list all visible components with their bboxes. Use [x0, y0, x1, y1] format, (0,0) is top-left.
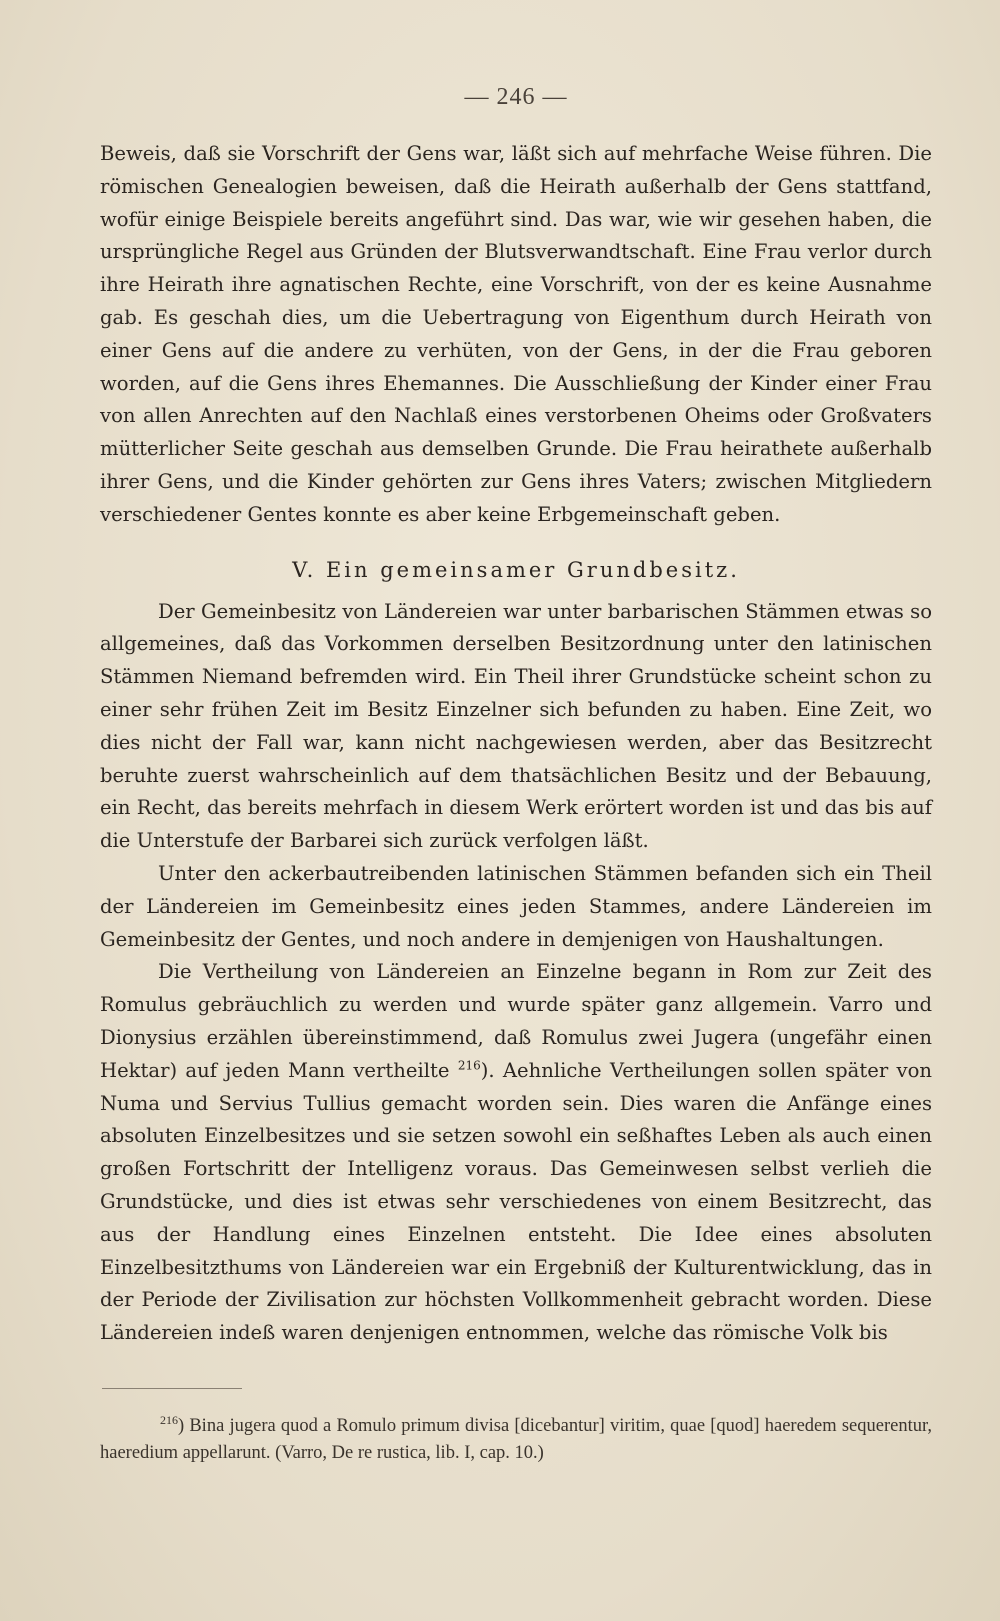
- book-page: [100, 84, 932, 1467]
- page-number: — 246 —: [464, 84, 568, 110]
- footnote-reference[interactable]: 216: [457, 1058, 481, 1073]
- footnote-216: [100, 1413, 932, 1467]
- paragraph-land-distribution: [100, 956, 932, 1350]
- paragraph-agricultural-tribes: Unter den ackerbautreibenden latinischen Stämmen befanden sich ein Theil der Ländereien im Gemeinbesitz eines jeden Stammes, andere Ländereien im Gemeinbesitz der Gentes, und noch andere in demjenigen von Haushaltungen.: [100, 861, 932, 951]
- footnote-text: ) Bina jugera quod a Romulo primum divisa [dicebantur] viritim, quae [quod] haeredem sequerentur, haeredium appellarunt. (Varro, De re rustica, lib. I, cap. 10.): [100, 1415, 932, 1463]
- footnote-marker: 216: [160, 1412, 178, 1427]
- section-heading: V. Ein gemeinsamer Grundbesitz.: [292, 557, 740, 582]
- paragraph-proof-exogamy: Beweis, daß sie Vorschrift der Gens war, läßt sich auf mehrfache Weise führen. Die römischen Genealogien beweisen, daß die Heirath außerhalb der Gens stattfand, wofür einige Beispiele bereits angeführt sind. Das war, wie wir gesehen haben, die ursprüngliche Regel aus Gründen der Blutsverwandtschaft. Eine Frau verlor durch ihre Heirath ihre agnatischen Rechte, eine Vorschrift, von der es keine Ausnahme gab. Es geschah dies, um die Uebertragung von Eigenthum durch Heirath von einer Gens auf die andere zu verhüten, von der Gens, in der die Frau geboren worden, auf die Gens ihres Ehemannes. Die Ausschließung der Kinder einer Frau von allen Anrechten auf den Nachlaß eines verstorbenen Oheims oder Großvaters mütterlicher Seite geschah aus demselben Grunde. Die Frau heirathete außerhalb ihrer Gens, und die Kinder gehörten zur Gens ihres Vaters; zwischen Mitgliedern verschiedener Gentes konnte es aber keine Erbgemeinschaft geben.: [100, 142, 932, 526]
- footnote-divider: [102, 1388, 242, 1389]
- paragraph-text-after-footnote: ). Aehnliche Vertheilungen sollen später von Numa und Servius Tullius gemacht worden sein. Dies waren die Anfänge eines absoluten Einzelbesitzes und sie setzen sowohl ein seßhaftes Leben als auch einen großen Fortschritt der Intelligenz voraus. Das Gemeinwesen selbst verlieh die Grundstücke, und dies ist etwas sehr verschiedenes von einem Besitzrecht, das aus der Handlung eines Einzelnen entsteht. Die Idee eines absoluten Einzelbesitzthums von Ländereien war ein Ergebniß der Kulturentwicklung, das in der Periode der Zivilisation zur höchsten Vollkommenheit gebracht worden. Diese Ländereien indeß waren denjenigen entnommen, welche das römische Volk bis: [100, 1058, 933, 1345]
- paragraph-text-before-footnote: Die Vertheilung von Ländereien an Einzelne begann in Rom zur Zeit des Romulus gebräuchlich zu werden und wurde später ganz allgemein. Varro und Dionysius erzählen übereinstimmend, daß Romulus zwei Jugera (ungefähr einen Hektar) auf jeden Mann vertheilte: [100, 960, 932, 1082]
- paragraph-common-land: Der Gemeinbesitz von Ländereien war unter barbarischen Stämmen etwas so allgemeines, daß das Vorkommen derselben Besitzordnung unter den latinischen Stämmen Niemand befremden wird. Ein Theil ihrer Grundstücke scheint schon zu einer sehr frühen Zeit im Besitz Einzelner sich befunden zu haben. Eine Zeit, wo dies nicht der Fall war, kann nicht nachgewiesen werden, aber das Besitzrecht beruhte zuerst wahrscheinlich auf dem thatsächlichen Besitz und der Bebauung, ein Recht, das bereits mehrfach in diesem Werk erörtert worden ist und das bis auf die Unterstufe der Barbarei sich zurück verfolgen läßt.: [100, 599, 932, 853]
